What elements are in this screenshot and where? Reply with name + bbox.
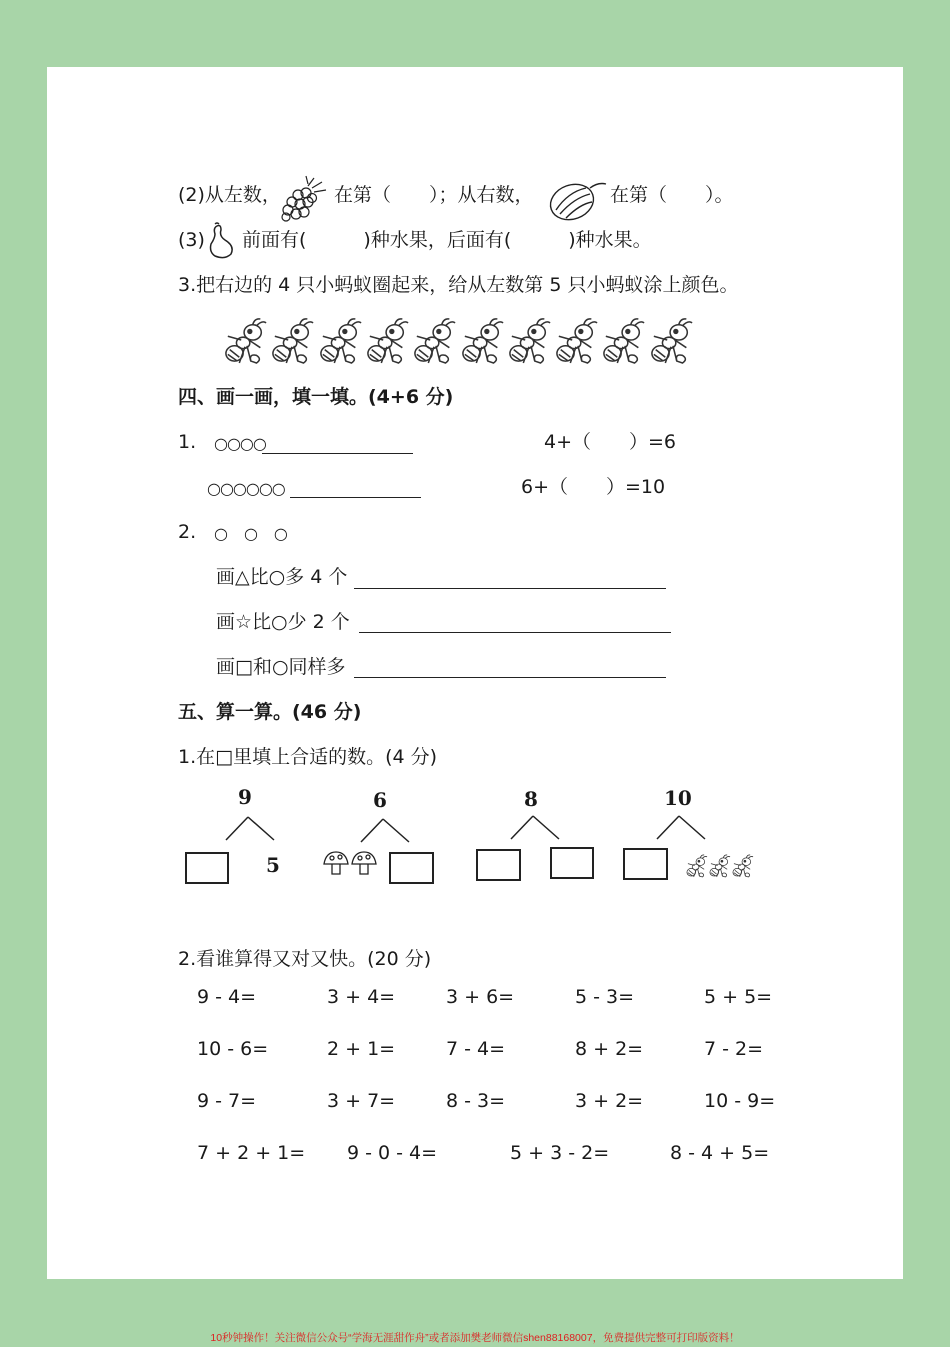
- equation: 7 - 4=: [446, 1038, 506, 1060]
- tree-top-number: 9: [238, 785, 252, 809]
- equation: 9 - 0 - 4=: [347, 1142, 438, 1164]
- equation: 3 + 4=: [327, 986, 396, 1008]
- ant-icon[interactable]: [461, 316, 505, 366]
- s4-p1-label: 1.: [178, 431, 197, 453]
- equation: 8 + 2=: [575, 1038, 644, 1060]
- q2-from-left: (2)从左数，: [178, 184, 281, 206]
- tree-branches: [509, 815, 561, 841]
- ant-icon[interactable]: [686, 852, 708, 880]
- pear-icon: [207, 222, 239, 260]
- equation: 2 + 1=: [327, 1038, 396, 1060]
- equation: 5 + 5=: [704, 986, 773, 1008]
- equation: 7 - 2=: [704, 1038, 764, 1060]
- raspberry-icon: [278, 176, 330, 222]
- equation: 3 + 2=: [575, 1090, 644, 1112]
- ant-icon[interactable]: [732, 852, 754, 880]
- answer-line[interactable]: [354, 588, 666, 589]
- equation: 5 - 3=: [575, 986, 635, 1008]
- ant-icon[interactable]: [508, 316, 552, 366]
- section5-title: 五、算一算。(46 分): [178, 701, 362, 723]
- q2-position-1: 在第（ ）；从右数，: [334, 184, 534, 206]
- tree-branches: [359, 818, 411, 844]
- answer-box[interactable]: [185, 852, 229, 884]
- draw-square-prompt: 画□和○同样多: [216, 656, 346, 678]
- answer-line[interactable]: [359, 632, 671, 633]
- ant-icon[interactable]: [366, 316, 410, 366]
- ant-icon[interactable]: [555, 316, 599, 366]
- answer-line[interactable]: [354, 677, 666, 678]
- s4-p1-row1-equation: 4+（ ）=6: [544, 431, 677, 453]
- ant-icon[interactable]: [271, 316, 315, 366]
- draw-triangle-prompt: 画△比○多 4 个: [216, 566, 348, 588]
- answer-box[interactable]: [389, 852, 434, 884]
- ant-question-text: 3.把右边的 4 只小蚂蚁圈起来，给从左数第 5 只小蚂蚁涂上颜色。: [178, 274, 739, 296]
- tree-right-number: 5: [266, 853, 280, 877]
- equation: 3 + 6=: [446, 986, 515, 1008]
- footer-note: 10秒钟操作！关注微信公众号“学海无涯甜作舟”或者添加樊老师微信shen88168007，免费提供完整可打印版资料！: [210, 1332, 740, 1344]
- equation: 8 - 4 + 5=: [670, 1142, 770, 1164]
- mushroom-icon: [322, 850, 380, 878]
- tree-branches: [224, 816, 276, 842]
- answer-line[interactable]: [262, 453, 413, 454]
- answer-line[interactable]: [290, 497, 421, 498]
- equation: 5 + 3 - 2=: [510, 1142, 610, 1164]
- tree-top-number: 10: [664, 786, 692, 810]
- s4-p2-label: 2.: [178, 521, 197, 543]
- q3-text: 前面有( )种水果，后面有( )种水果。: [242, 229, 652, 251]
- draw-star-prompt: 画☆比○少 2 个: [216, 611, 350, 633]
- watermelon-icon: [548, 180, 608, 222]
- tree-top-number: 8: [524, 787, 538, 811]
- ant-icon[interactable]: [602, 316, 646, 366]
- ant-icon[interactable]: [319, 316, 363, 366]
- equation: 8 - 3=: [446, 1090, 506, 1112]
- equation: 9 - 7=: [197, 1090, 257, 1112]
- ant-icon[interactable]: [650, 316, 694, 366]
- equation: 9 - 4=: [197, 986, 257, 1008]
- q2-position-2: 在第（ ）。: [610, 184, 734, 206]
- s5-q1-title: 1.在□里填上合适的数。(4 分): [178, 746, 438, 768]
- ant-icon[interactable]: [709, 852, 731, 880]
- s5-q2-title: 2.看谁算得又对又快。(20 分): [178, 948, 432, 970]
- s4-p1-row2-circles: ○○○○○○: [207, 479, 285, 498]
- tree-top-number: 6: [373, 788, 387, 812]
- section4-title: 四、画一画，填一填。(4+6 分): [178, 386, 454, 408]
- equation: 10 - 9=: [704, 1090, 776, 1112]
- s4-p2-circles: ○ ○ ○: [214, 524, 288, 543]
- tree-branches: [655, 815, 707, 841]
- answer-box[interactable]: [623, 848, 668, 880]
- equation: 10 - 6=: [197, 1038, 269, 1060]
- ant-icon[interactable]: [413, 316, 457, 366]
- s4-p1-row1-circles: ○○○○: [214, 434, 266, 453]
- equation: 7 + 2 + 1=: [197, 1142, 306, 1164]
- answer-box[interactable]: [550, 847, 594, 879]
- ant-icon[interactable]: [224, 316, 268, 366]
- q3-prefix: (3): [178, 229, 205, 251]
- s4-p1-row2-equation: 6+（ ）=10: [521, 476, 666, 498]
- equation: 3 + 7=: [327, 1090, 396, 1112]
- answer-box[interactable]: [476, 849, 521, 881]
